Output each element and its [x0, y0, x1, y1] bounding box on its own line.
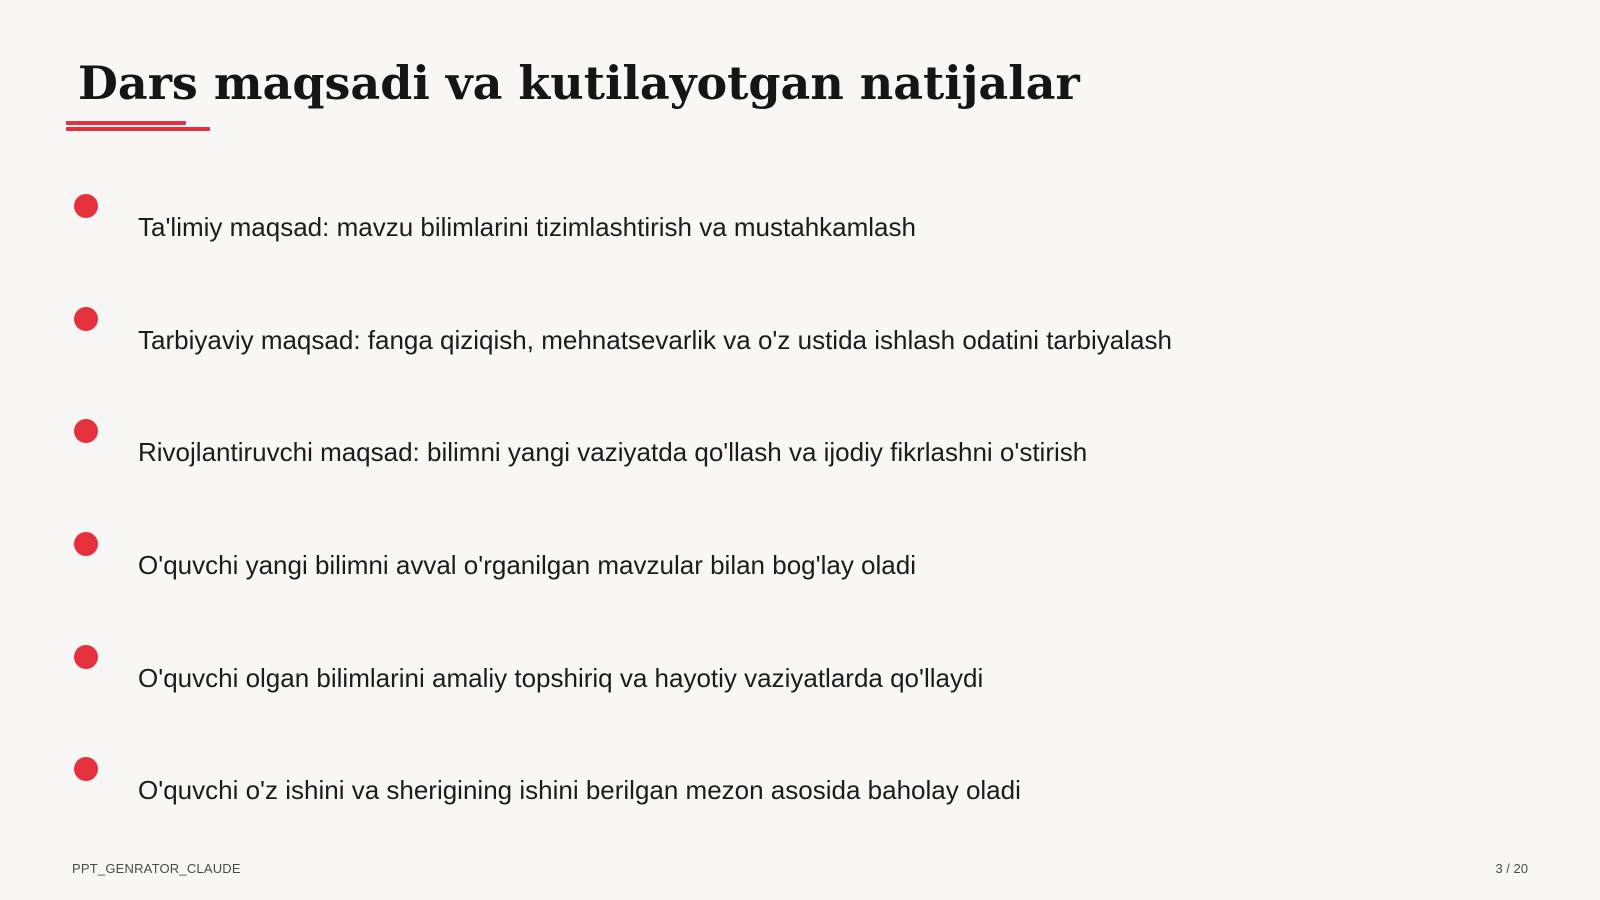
- bullet-text: O'quvchi o'z ishini va sherigining ishini berilgan mezon asosida baholay oladi: [138, 775, 1021, 805]
- bullet-item: [0, 194, 1600, 274]
- bullet-dot-icon: [74, 307, 98, 331]
- slide-title: Dars maqsadi va kutilayotgan natijalar: [78, 56, 1080, 110]
- bullet-dot-icon: [74, 419, 98, 443]
- bullet-text: O'quvchi yangi bilimni avval o'rganilgan mavzular bilan bog'lay oladi: [138, 550, 916, 580]
- bullet-item: [0, 645, 1600, 725]
- bullet-item: [0, 419, 1600, 499]
- bullet-dot-icon: [74, 757, 98, 781]
- bullet-dot-icon: [74, 645, 98, 669]
- title-underline-bar-top: [66, 121, 186, 125]
- bullet-item: [0, 532, 1600, 612]
- bullet-text: Tarbiyaviy maqsad: fanga qiziqish, mehnatsevarlik va o'z ustida ishlash odatini tarbiyalash: [138, 325, 1172, 355]
- bullet-item: [0, 307, 1600, 387]
- bullet-dot-icon: [74, 194, 98, 218]
- bullet-text: Rivojlantiruvchi maqsad: bilimni yangi vaziyatda qo'llash va ijodiy fikrlashni o'stirish: [138, 437, 1088, 467]
- title-underline-bar-bottom: [66, 127, 210, 131]
- title-underline: [66, 121, 210, 131]
- footer-brand: PPT_GENRATOR_CLAUDE: [72, 861, 241, 876]
- page-indicator: 3 / 20: [1495, 861, 1528, 876]
- bullet-text: Ta'limiy maqsad: mavzu bilimlarini tizimlashtirish va mustahkamlash: [138, 212, 916, 242]
- bullet-item: [0, 757, 1600, 837]
- bullet-dot-icon: [74, 532, 98, 556]
- bullet-text: O'quvchi olgan bilimlarini amaliy topshiriq va hayotiy vaziyatlarda qo'llaydi: [138, 663, 984, 693]
